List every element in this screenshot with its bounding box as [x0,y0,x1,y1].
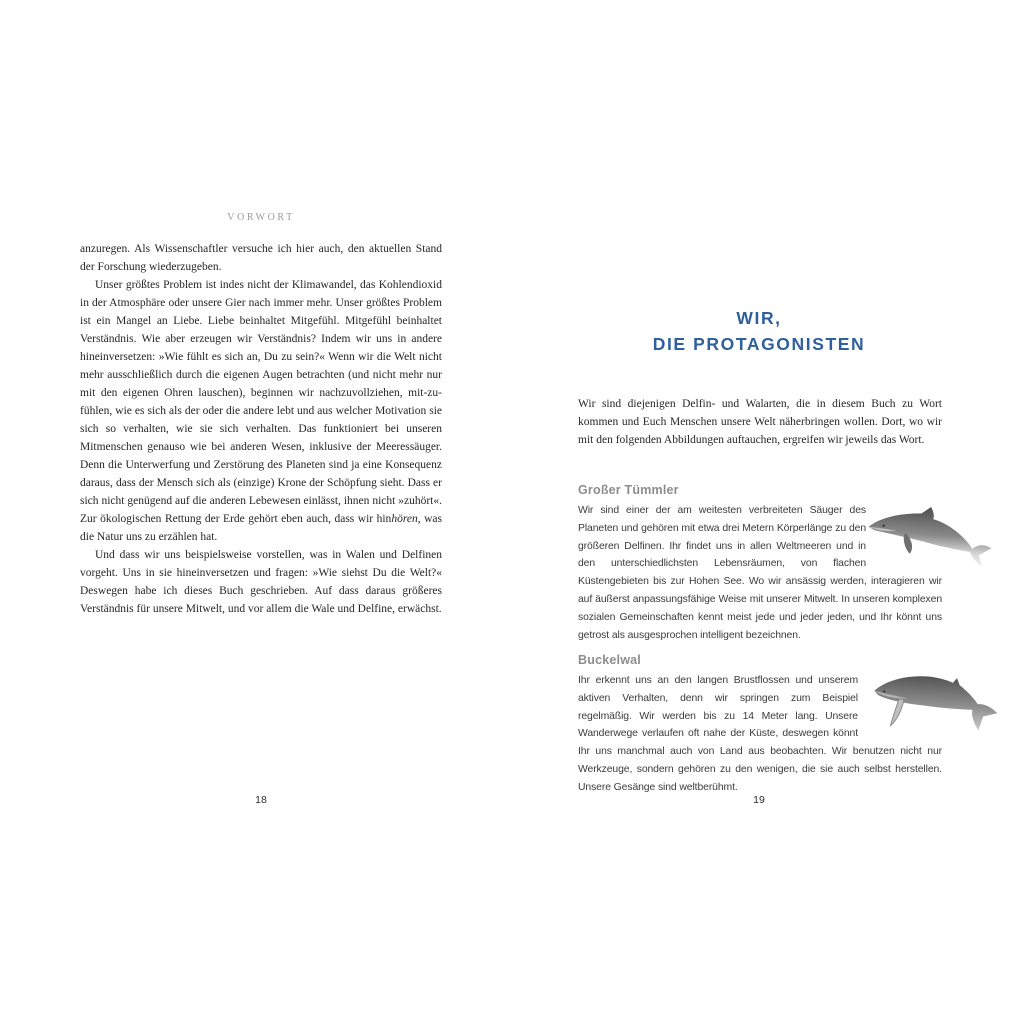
left-page-body-text [80,240,442,618]
section-text-grosser-tuemmler: Wir sind einer der am weitesten verbreiteten Säuger des Planeten und gehören mit etwa drei Metern Körperlänge zu den größeren Delfinen. Ihr findet uns in allen Weltmeeren und in den unterschiedlichsten Lebensräumen, von flachen Küstengebieten bis zur Hohen See. Wo wir ansässig werden, interagieren wir auf äußerst anpassungsfähige Weise mit unserer Mitwelt. In unseren komplexen sozialen Gemeinschaften kennt meist jede und jeder jeden, und Ihr könnt uns getrost als ausgesprochen intelligent bezeichnen. [578,505,942,641]
text-segment: Unser größtes Problem ist indes nicht der Klimawandel, das Kohlendioxid in der Atmosphäre oder unsere Gier nach immer mehr. Unser größtes Problem ist ein Mangel an Liebe. Liebe beinhaltet Mitgefühl. Mitgefühl beinhaltet Verständnis. Wie aber erzeugen wir Verständnis? Indem wir uns in andere hineinversetzen: »Wie fühlt es sich an, Du zu sein?« Wenn wir die Welt nicht mehr ausschließlich durch die eigenen Augen betrachten (und nicht mehr nur mit den eigenen Ohren lauschen), beginnen wir nachzuvollziehen, mit-zu-fühlen, wie es sich als der oder die andere lebt und aus welcher Motivation sie sich so verhalten, wie sie sich verhalten. Das funktioniert bei unseren Mitmenschen genauso wie bei anderen Wesen, inklusive der Meeressäuger. Denn die Unterwerfung und Zerstörung des Planeten sind ja eine Konsequenz daraus, dass der Mensch sich als (einzige) Krone der Schöpfung sieht. Dass er sich nicht genügend auf die anderen Lebewesen einlässt, ihnen nicht »zuhört«. Zur ökologischen Rettung der Erde gehört eben auch, dass wir hin [80,279,442,525]
chapter-title-line1: WIR, [736,308,782,328]
section-heading-grosser-tuemmler: Großer Tümmler [578,483,679,497]
text-segment: anzuregen. Als Wissenschaftler versuche ich hier auch, den aktuellen Stand der Forschung wiederzugeben. [80,243,442,273]
page-number-right: 19 [753,794,765,806]
paragraph [80,546,442,618]
chapter-title-line2: DIE PROTAGONISTEN [652,334,866,354]
running-head-vorwort: VORWORT [227,212,295,223]
page-number-left: 18 [255,794,267,806]
chapter-intro-paragraph: Wir sind diejenigen Delfin- und Walarten, die in diesem Buch zu Wort kommen und Euch Menschen unsere Welt näherbringen wollen. Dort, wo wir mit den folgenden Abbildungen auftauchen, ergreifen wir jeweils das Wort. [578,398,942,446]
italic-text: hören [391,513,418,525]
chapter-title [577,305,941,357]
humpback-whale-illustration [870,664,1000,732]
section-heading-buckelwal: Buckelwal [578,653,641,667]
paragraph [80,240,442,276]
text-segment: , was die Natur uns zu erzählen hat. [80,513,442,543]
text-segment: Und dass wir uns beispielsweise vorstellen, was in Walen und Delfinen vorgeht. Uns in sie hineinversetzen und fragen: »Wie siehst Du die Welt?« Deswegen habe ich dieses Buch geschrieben. Auf dass daraus größeres Verständnis für unsere Mitwelt, und vor allem die Wale und Delfine, erwächst. [80,549,442,615]
section-text-buckelwal: Ihr erkennt uns an den langen Brustflossen und unserem aktiven Verhalten, denn wir springen zum Beispiel regelmäßig. Wir werden bis zu 14 Meter lang. Unsere Wanderwege verlaufen oft nahe der Küste, deswegen könnt Ihr uns manchmal auch von Land aus beobachten. Wir benutzen nicht nur Werkzeuge, sondern gehören zu den wenigen, die sie auch selbst herstellen. Unsere Gesänge sind weltberühmt. [578,675,942,793]
bottlenose-dolphin-illustration [866,506,994,568]
paragraph [80,276,442,546]
